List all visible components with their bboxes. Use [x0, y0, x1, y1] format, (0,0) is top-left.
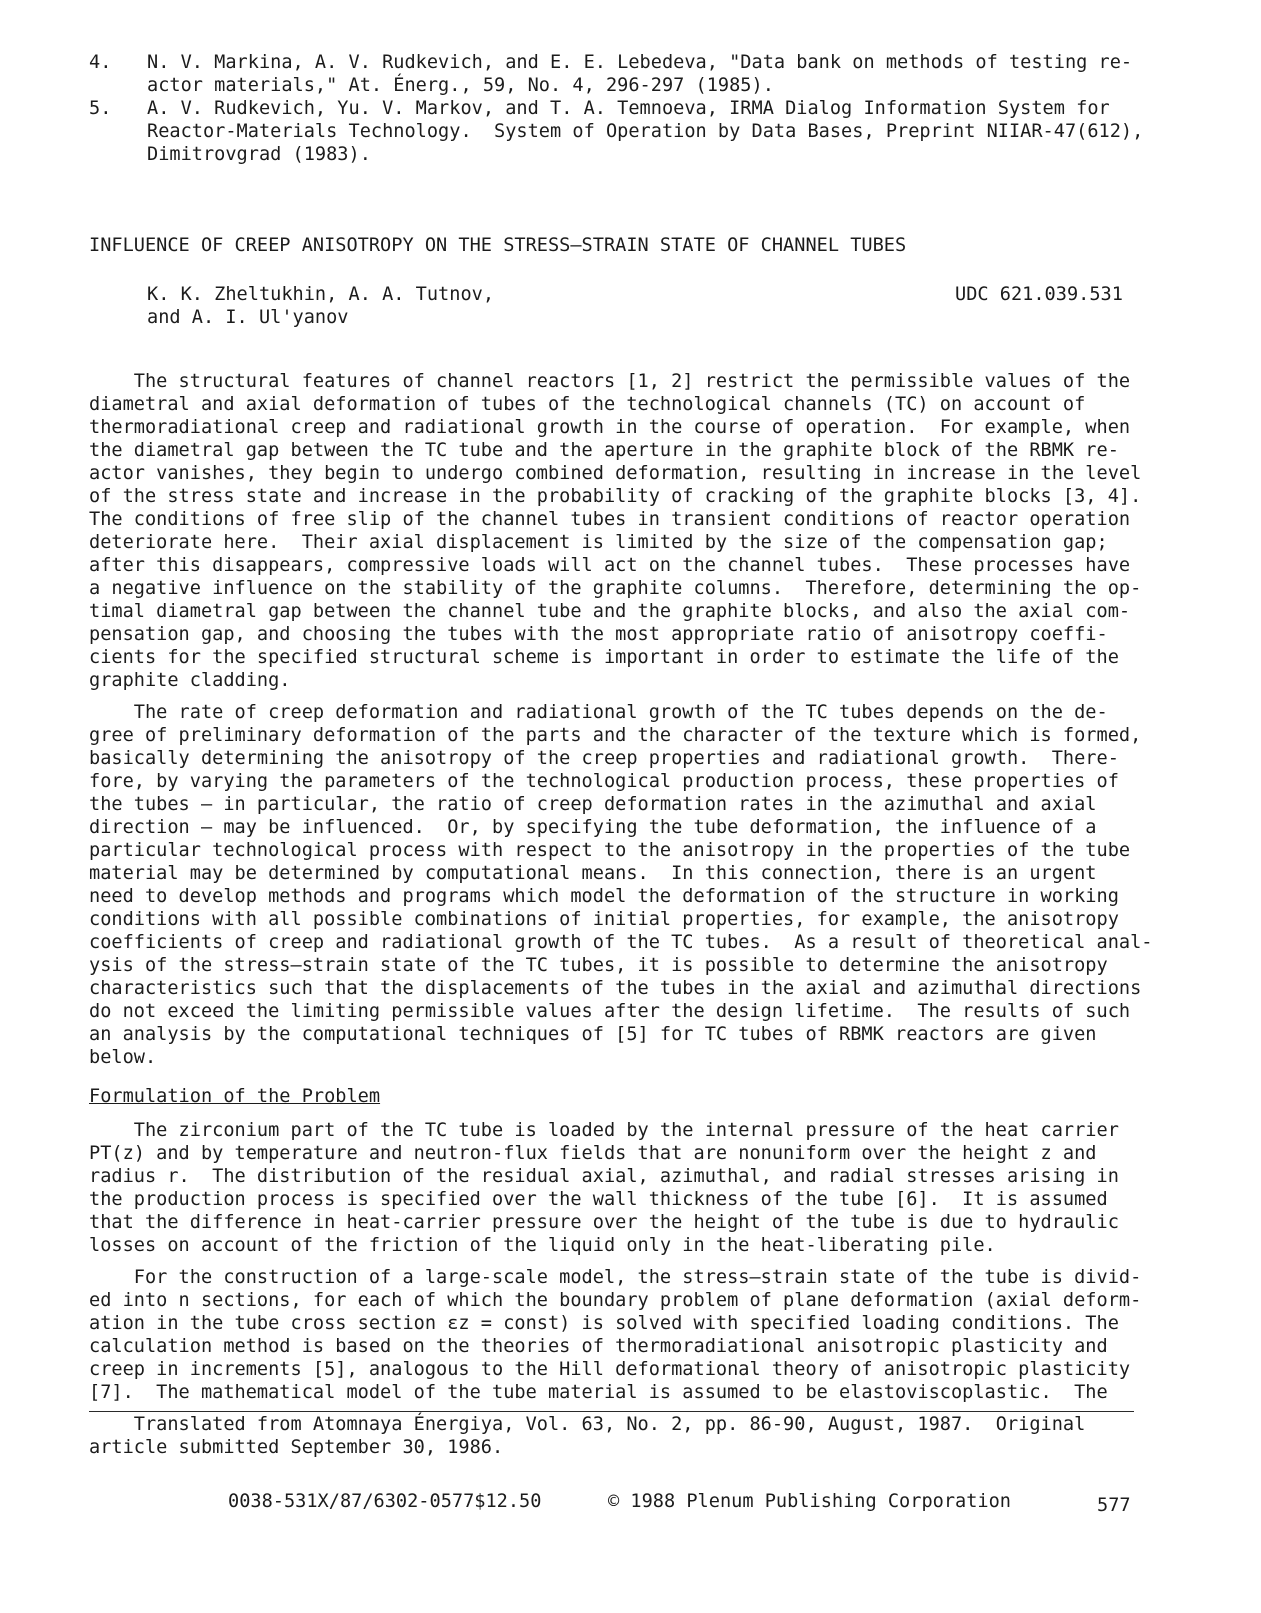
text-line: The conditions of free slip of the channel tubes in transient conditions of reactor operation — [89, 509, 1131, 530]
text-line: [7]. The mathematical model of the tube material is assumed to be elastoviscoplastic. The — [89, 1382, 1108, 1403]
udc-code: UDC 621.039.531 — [955, 284, 1123, 305]
authors — [147, 283, 494, 329]
page-number: 577 — [1097, 1495, 1131, 1516]
text-line: conditions with all possible combinations of initial properties, for example, the anisotropy — [89, 909, 1119, 930]
text-line: creep in increments [5], analogous to the Hill deformational theory of anisotropic plasticity — [89, 1359, 1131, 1380]
text-line: The rate of creep deformation and radiational growth of the TC tubes depends on the de- — [89, 702, 1108, 723]
reference-line: actor materials," At. Énerg., 59, No. 4, 296-297 (1985). — [147, 75, 774, 96]
text-line: that the difference in heat-carrier pressure over the height of the tube is due to hydraulic — [89, 1212, 1119, 1233]
text-line: basically determining the anisotropy of the creep properties and radiational growth. There- — [89, 748, 1119, 769]
reference-line: Dimitrovgrad (1983). — [147, 144, 371, 165]
section-heading: Formulation of the Problem — [89, 1086, 381, 1107]
article-title: INFLUENCE OF CREEP ANISOTROPY ON THE STRESS–STRAIN STATE OF CHANNEL TUBES — [89, 235, 907, 256]
reference-text — [147, 97, 1197, 166]
reference-number: 4. — [89, 52, 112, 73]
text-line: direction — may be influenced. Or, by specifying the tube deformation, the influence of a — [89, 817, 1097, 838]
copyright-notice: © 1988 Plenum Publishing Corporation — [608, 1491, 1011, 1512]
reference-line: N. V. Markina, A. V. Rudkevich, and E. E. Lebedeva, "Data bank on methods of testing re- — [147, 52, 1133, 73]
text-line: material may be determined by computational means. In this connection, there is an urgent — [89, 863, 1097, 884]
authors-line: K. K. Zheltukhin, A. A. Tutnov, — [147, 284, 495, 305]
text-line: particular technological process with respect to the anisotropy in the properties of the tube — [89, 840, 1131, 861]
text-line: calculation method is based on the theories of thermoradiational anisotropic plasticity and — [89, 1336, 1108, 1357]
text-line: gree of preliminary deformation of the parts and the character of the texture which is formed, — [89, 725, 1142, 746]
reference-line: Reactor-Materials Technology. System of Operation by Data Bases, Preprint NIIAR-47(612), — [147, 121, 1144, 142]
text-line: of the stress state and increase in the probability of cracking of the graphite blocks [3, 4]. — [89, 486, 1142, 507]
authors-line: and A. I. Ul'yanov — [147, 307, 349, 328]
body-paragraph — [89, 1266, 1169, 1404]
text-line: diametral and axial deformation of tubes of the technological channels (TC) on account of — [89, 394, 1086, 415]
text-line: cients for the specified structural scheme is important in order to estimate the life of the — [89, 647, 1119, 668]
text-line: timal diametral gap between the channel tube and the graphite blocks, and also the axial com- — [89, 601, 1131, 622]
text-line: do not exceed the limiting permissible values after the design lifetime. The results of such — [89, 1001, 1131, 1022]
text-line: fore, by varying the parameters of the technological production process, these properties of — [89, 771, 1119, 792]
price-code: 0038-531X/87/6302-0577$12.50 — [228, 1491, 542, 1512]
text-line: coefficients of creep and radiational growth of the TC tubes. As a result of theoretical anal- — [89, 932, 1153, 953]
text-line: characteristics such that the displacements of the tubes in the axial and azimuthal directions — [89, 978, 1142, 999]
text-line: deteriorate here. Their axial displacement is limited by the size of the compensation gap; — [89, 532, 1108, 553]
body-paragraph — [89, 701, 1169, 1069]
text-line: the tubes — in particular, the ratio of creep deformation rates in the azimuthal and axial — [89, 794, 1097, 815]
text-line: The zirconium part of the TC tube is loaded by the internal pressure of the heat carrier — [89, 1120, 1119, 1141]
text-line: actor vanishes, they begin to undergo combined deformation, resulting in increase in the level — [89, 463, 1142, 484]
text-line: pensation gap, and choosing the tubes with the most appropriate ratio of anisotropy coeffi- — [89, 624, 1108, 645]
text-line: need to develop methods and programs which model the deformation of the structure in working — [89, 886, 1119, 907]
text-line: The structural features of channel reactors [1, 2] restrict the permissible values of the — [89, 371, 1131, 392]
text-line: the production process is specified over the wall thickness of the tube [6]. It is assumed — [89, 1189, 1108, 1210]
text-line: losses on account of the friction of the liquid only in the heat-liberating pile. — [89, 1235, 996, 1256]
text-line: graphite cladding. — [89, 670, 291, 691]
footnote-line: Translated from Atomnaya Énergiya, Vol. 63, No. 2, pp. 86-90, August, 1987. Original — [89, 1414, 1086, 1435]
footnote-line: article submitted September 30, 1986. — [89, 1437, 504, 1458]
reference-number: 5. — [89, 98, 112, 119]
text-line: thermoradiational creep and radiational growth in the course of operation. For example, when — [89, 417, 1131, 438]
text-line: PT(z) and by temperature and neutron-flux fields that are nonuniform over the height z and — [89, 1143, 1097, 1164]
body-paragraph — [89, 370, 1169, 692]
footnote-rule — [89, 1411, 1134, 1412]
text-line: ed into n sections, for each of which the boundary problem of plane deformation (axial deform- — [89, 1290, 1142, 1311]
text-line: ysis of the stress–strain state of the TC tubes, it is possible to determine the anisotropy — [89, 955, 1108, 976]
text-line: ation in the tube cross section εz = const) is solved with specified loading conditions. The — [89, 1313, 1119, 1334]
text-line: radius r. The distribution of the residual axial, azimuthal, and radial stresses arising in — [89, 1166, 1119, 1187]
text-line: below. — [89, 1047, 157, 1068]
text-line: For the construction of a large-scale model, the stress–strain state of the tube is divid- — [89, 1267, 1142, 1288]
text-line: a negative influence on the stability of the graphite columns. Therefore, determining the op- — [89, 578, 1142, 599]
text-line: the diametral gap between the TC tube and the aperture in the graphite block of the RBMK re- — [89, 440, 1119, 461]
text-line: after this disappears, compressive loads will act on the channel tubes. These processes have — [89, 555, 1131, 576]
reference-line: A. V. Rudkevich, Yu. V. Markov, and T. A. Temnoeva, IRMA Dialog Information System for — [147, 98, 1110, 119]
body-paragraph — [89, 1119, 1169, 1257]
translation-footnote — [89, 1413, 1085, 1459]
text-line: an analysis by the computational techniques of [5] for TC tubes of RBMK reactors are given — [89, 1024, 1097, 1045]
reference-text — [147, 51, 1197, 97]
